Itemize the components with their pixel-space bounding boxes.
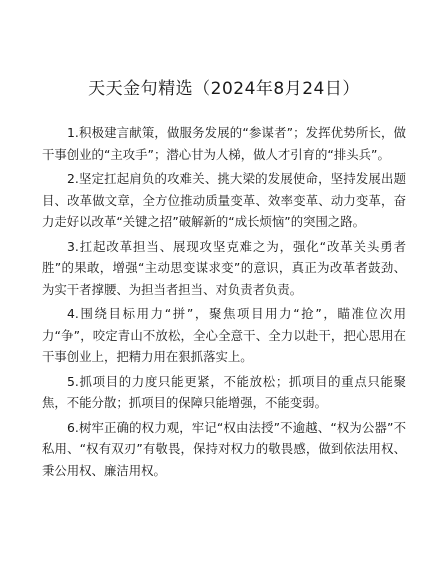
quote-paragraph-5: 5.抓项目的力度只能更紧，不能放松；抓项目的重点只能聚焦，不能分散；抓项目的保障只能增强，不能变弱。: [42, 373, 406, 410]
quote-paragraph-2: 2.坚定扛起肩负的攻难关、挑大梁的发展使命，坚持发展出题目、改革做文章，全方位推动质量变革、效率变革、动力变革，奋力走好以改革“关键之招”破解新的“成长烦恼”的突围之路。: [42, 171, 406, 229]
quote-paragraph-6: 6.树牢正确的权力观，牢记“权由法授”不逾越、“权为公器”不私用、“权有双刃”有敬畏，保持对权力的敬畏感，做到依法用权、秉公用权、廉洁用权。: [42, 419, 406, 478]
quote-paragraph-1: 1.积极建言献策，做服务发展的“参谋者”；发挥优势所长，做干事创业的“主攻手”；潜心甘为人梯，做人才引育的“排头兵”。: [42, 125, 406, 162]
quote-paragraph-3: 3.扛起改革担当、展现攻坚克难之为，强化“改革关头勇者胜”的果敢，增强“主动思变谋求变”的意识，真正为改革者鼓劲、为实干者撑腰、为担当者担当、对负责者负责。: [42, 238, 406, 297]
quote-paragraph-4: 4.围绕目标用力“拼”，聚焦项目用力“抢”，瞄准位次用力“争”，咬定青山不放松，全心全意干、全力以赴干，把心思用在干事创业上，把精力用在狠抓落实上。: [42, 306, 406, 364]
document-title: 天天金句精选（2024年8月24日）: [88, 79, 360, 99]
